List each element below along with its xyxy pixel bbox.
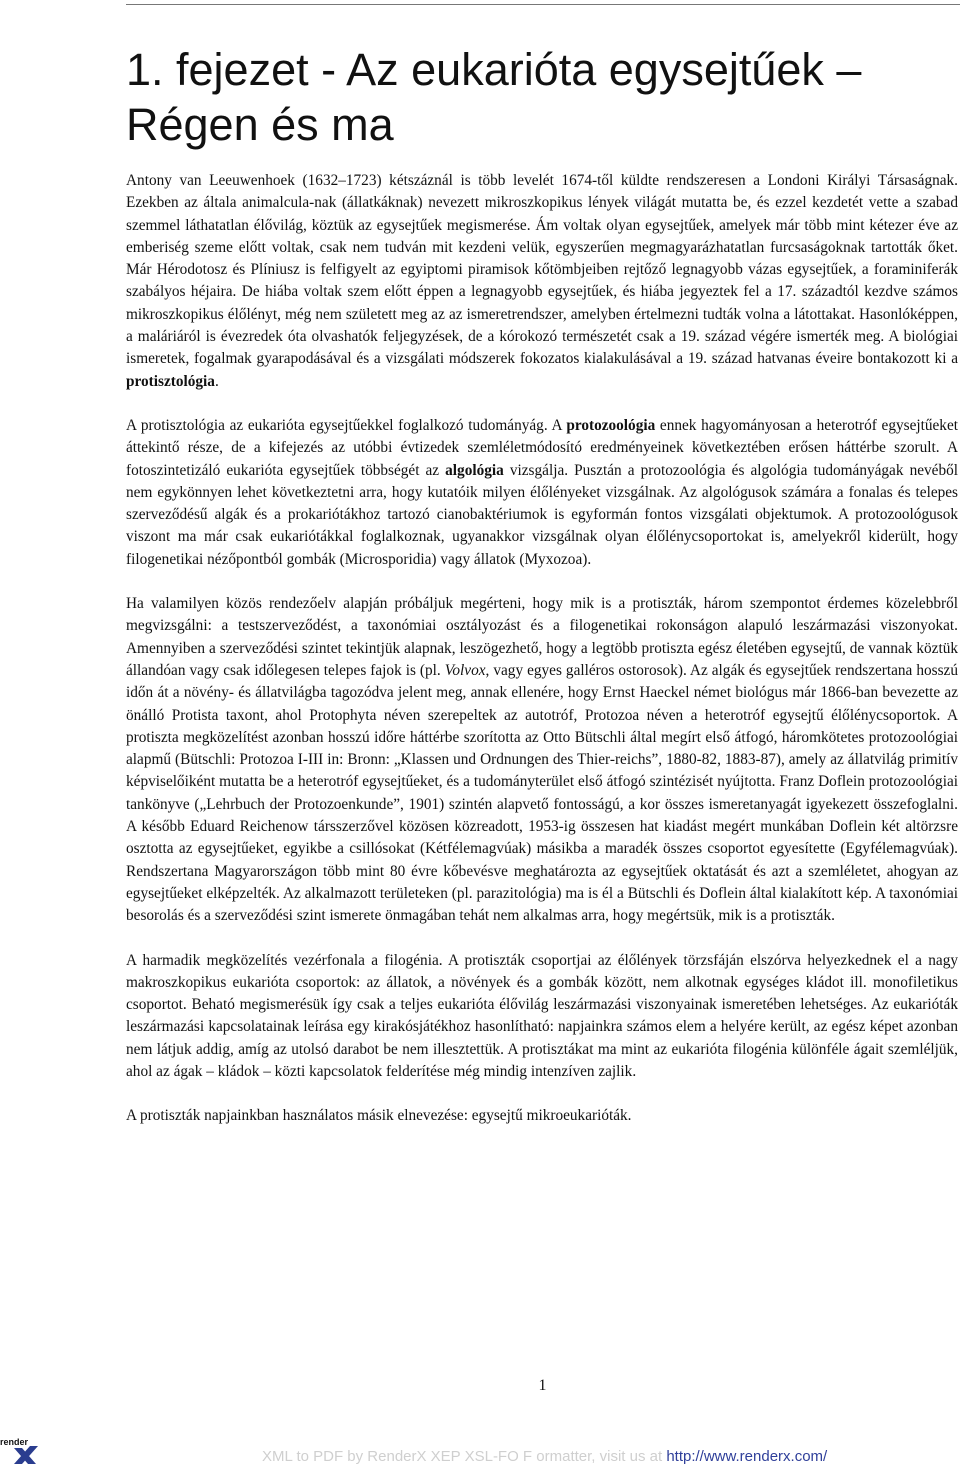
text-run: A protisztológia az eukarióta egysejtűekkel foglalkozó tudományág. A — [126, 416, 567, 434]
italic-term: Volvox — [444, 661, 486, 679]
renderx-x-logo-icon — [0, 1436, 44, 1464]
text-run: A harmadik megközelítés vezérfonala a filogénia. A protiszták csoportjai az élőlények törzsfáján elszórva helyezkednek el a nagy makroszkopikus eukarióta csoportok: az állatok, a növények és a gombák között, nem alkotnak egységes kládot ill. monofiletikus csoportot. Beható megismerésük így csak a teljes eukarióta élővilág leszármazási viszonyainak ismeretében lehetséges. Az eukarióták leszármazási kapcsolatainak leírása egy kirakósjátékhoz hasonlítható: napjainkra számos elem a helyére került, az egész képet azonban nem látjuk addig, amíg az utolsó darabot be nem illesztettük. A protisztákat ma mint az eukarióta filogénia különféle ágait szemléljük, ahol az ágak – kládok – közti kapcsolatok felderítése még mindig intenzíven zajlik. — [126, 951, 958, 1080]
body-paragraph — [126, 1105, 958, 1127]
chapter-heading — [126, 42, 946, 152]
text-run: A protiszták napjainkban használatos másik elnevezése: egysejtű mikroeukarióták. — [126, 1107, 632, 1125]
chapter-body — [126, 170, 958, 1150]
text-run: . — [214, 372, 219, 390]
logo-label: render — [0, 1437, 29, 1447]
chapter-heading-line-1: 1. fejezet - Az eukarióta egysejtűek – — [126, 44, 862, 95]
bold-term: protozoológia — [566, 416, 656, 434]
body-paragraph — [126, 950, 958, 1084]
footer-note — [262, 1447, 960, 1467]
renderx-logo — [0, 1436, 44, 1464]
text-run: vizsgálja. Pusztán a protozoológia és algológia tudományágak nevéből nem egykönnyen lehet következtetni arra, hogy kutatóik milyen élőlényeket vizsgálnak. Az algológusok számára a fonalas és telepes szerveződésű algák és a prokariótákhoz tartozó cianobaktériumok is egyformán fontos vizsgálati objektumok. A protozoológusok viszont ma már csak eukariótákkal foglalkoznak, ugyanakkor vizsgálnak olyan élőlénycsoportokat is, amelyekről kiderült, hogy filogenetikai nézőpontból gombák (Microsporidia) vagy állatok (Myxozoa). — [126, 461, 958, 568]
body-paragraph — [126, 593, 958, 927]
top-rule — [126, 4, 960, 5]
text-run: Ha valamilyen közös rendezőelv alapján próbáljuk megérteni, hogy mik is a protiszták, három szempontot érdemes közelebbről megvizsgálni: a testszerveződést, a taxonómiai osztályozást és a filogenetikai rokonságon alapuló leszármazási viszonyokat. Amennyiben a szerveződési szintet tekintjük alapnak, leszögezhető, hogy a legtöbb protiszta egész életében egysejtű, de vannak köztük állandóan vagy csak időlegesen telepes fajok is (pl. — [126, 595, 958, 679]
text-run: ennek hagyományosan a heterotróf egysejtűeket áttekintő része, de a kifejezés az utóbbi évtizedek szemléletmódosító eredményeinek következtében erősen háttérbe szorult. A fotoszintetizáló eukarióta egysejtűek többségét az — [126, 416, 958, 479]
body-paragraph — [126, 415, 958, 571]
footer-text: XML to PDF by RenderX XEP XSL-FO F ormatter, visit us at — [262, 1448, 667, 1465]
text-run: , vagy egyes galléros ostorosok). Az algák és egysejtűek rendszertana hosszú időn át a növény- és állatvilágba tagozódva jelent meg, annak ellenére, hogy Ernst Haeckel német biológus már 1866-ban bevezette az önálló Protista taxont, ahol Protophyta néven szerepeltek az autotróf, Protozoa néven a heterotróf egysejtű élőlénycsoportok. A protiszta megközelítést azonban hosszú időre háttérbe szorította az Otto Bütschli által megírt első átfogó, háromkötetes protozoológiai alapmű (Bütschli: Protozoa I-III in: Bronn: „Klassen und Ordnungen des Thier-reichs”, 1880-82, 1883-87), amely az állatvilág primitív képviselőiként mutatta be a heterotróf egysejtűeket, és a tudományterület első átfogó szintézisét nyújtotta. Franz Doflein protozoológiai tankönyve („Lehrbuch der Protozoenkunde”, 1901) szintén alapvető fontosságú, a kor összes ismeretanyagát igyekezett összefoglalni. A később Eduard Reichenow társszerzővel közösen közreadott, 1953-ig összesen hat kiadást megért munkában Doflein két altörzsre osztotta az egysejtűeket, egyikbe a csillósokat (Kétfélemagvúak) másikba a maradék összes csoportot egyesítette (Egyfélemagvúak). Rendszertana Magyarországon több mint 80 évre kőbevésve meghatározta az egysejtűek oktatását és azt a szemléletet, ahogyan az egysejtűeket elképzelték. Az alkalmazott területeken (pl. parazitológia) ma is él a Bütschli és Doflein által kialakított kép. A taxonómiai besorolás és a szerveződési szint ismerete önmagában tehát nem alkalmas arra, hogy megértsük, mik is a protiszták. — [126, 661, 958, 925]
page-number: 1 — [538, 1377, 547, 1394]
bold-term: algológia — [445, 461, 504, 479]
body-paragraph — [126, 170, 958, 393]
bold-term: protisztológia — [126, 372, 215, 390]
footer-link[interactable]: http://www.renderx.com/ — [666, 1448, 828, 1465]
chapter-heading-line-2: Régen és ma — [126, 99, 394, 150]
text-run: Antony van Leeuwenhoek (1632–1723) kétszáznál is több levelét 1674-től küldte rendszeresen a Londoni Királyi Társaságnak. Ezekben az általa animalcula-nak (állatkáknak) nevezett mikroszkopikus lények világát mutatta be, és ezzel kezdetét vette a szabad szemmel láthatatlan élővilág, köztük az egysejtűek megismerése. Ám voltak olyan egysejtűek, amelyek már több mint kétezer éve az emberiség szeme előtt voltak, csak nem tudván mit kezdeni velük, egyszerűen megmagyarázhatatlan furcsaságoknak tartották őket. Már Hérodotosz és Plíniusz is felfigyelt az egyiptomi piramisok kőtömbjeiben rejtőző legnagyobb vázas egysejtűek, a foraminiferák szabályos héjaira. De hiába voltak szem előtt éppen a legnagyobb egysejtűek, és hiába jegyeztek fel a 17. századtól kezdve számos mikroszkopikus élőlényt, még nem született meg az az ismeretrendszer, amelyben értelmezni tudták volna a látottakat. Hasonlóképpen, a maláriáról is évezredek óta olvashatók feljegyzések, de a kórokozó természetét csak a 19. század végére ismerték meg. A biológiai ismeretek, fogalmak gyarapodásával és a vizsgálati módszerek fokozatos kialakulásával a 19. század hatvanas éveire bontakozott ki a — [126, 172, 958, 368]
